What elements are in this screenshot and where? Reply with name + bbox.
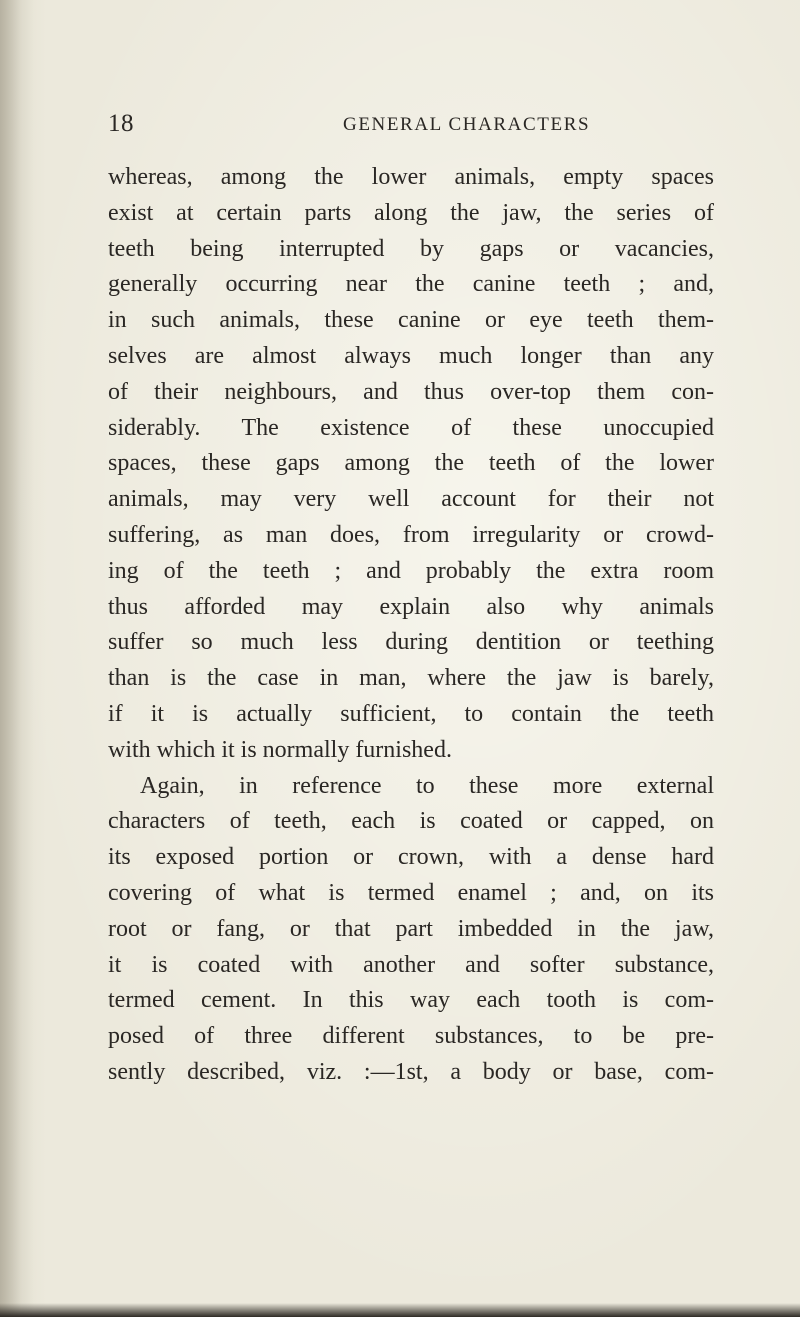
text-line: suffering, as man does, from irregularity or crowd- [108,521,714,548]
text-line: siderably. The existence of these unoccupied [108,414,714,441]
body-text [108,160,714,1091]
text-line: spaces, these gaps among the teeth of the lower [108,450,714,477]
page-bottom-edge [0,1303,800,1317]
text-line: it is coated with another and softer substance, [108,951,714,978]
text-line: ing of the teeth ; and probably the extra room [108,557,714,584]
page-number: 18 [108,110,134,137]
running-title: GENERAL CHARACTERS [343,114,591,135]
text-line: covering of what is termed enamel ; and, on its [108,879,714,906]
text-line: its exposed portion or crown, with a dense hard [108,844,714,871]
paragraph-end-line: with which it is normally furnished. [108,736,452,763]
text-line: sently described, viz. :—1st, a body or base, com- [108,1058,714,1085]
binding-shadow [0,0,34,1317]
text-line: animals, may very well account for their not [108,486,714,513]
text-line: root or fang, or that part imbedded in the jaw, [108,915,714,942]
text-line: selves are almost always much longer than any [108,342,714,369]
text-line: characters of teeth, each is coated or capped, on [108,808,714,835]
page-header [108,110,714,146]
text-line: posed of three different substances, to be pre- [108,1023,714,1050]
text-line: if it is actually sufficient, to contain the teeth [108,700,714,727]
paragraph-start-line: Again, in reference to these more external [140,772,714,799]
text-line: of their neighbours, and thus over-top them con- [108,378,714,405]
text-line: exist at certain parts along the jaw, the series of [108,199,714,226]
text-line: thus afforded may explain also why animals [108,593,714,620]
text-line: teeth being interrupted by gaps or vacancies, [108,235,714,262]
text-line: in such animals, these canine or eye teeth them- [108,307,714,334]
text-line: suffer so much less during dentition or teething [108,629,714,656]
text-line: than is the case in man, where the jaw is barely, [108,665,714,692]
text-line: termed cement. In this way each tooth is com- [108,987,714,1014]
text-line: whereas, among the lower animals, empty spaces [108,164,714,190]
text-line: generally occurring near the canine teeth ; and, [108,271,714,298]
